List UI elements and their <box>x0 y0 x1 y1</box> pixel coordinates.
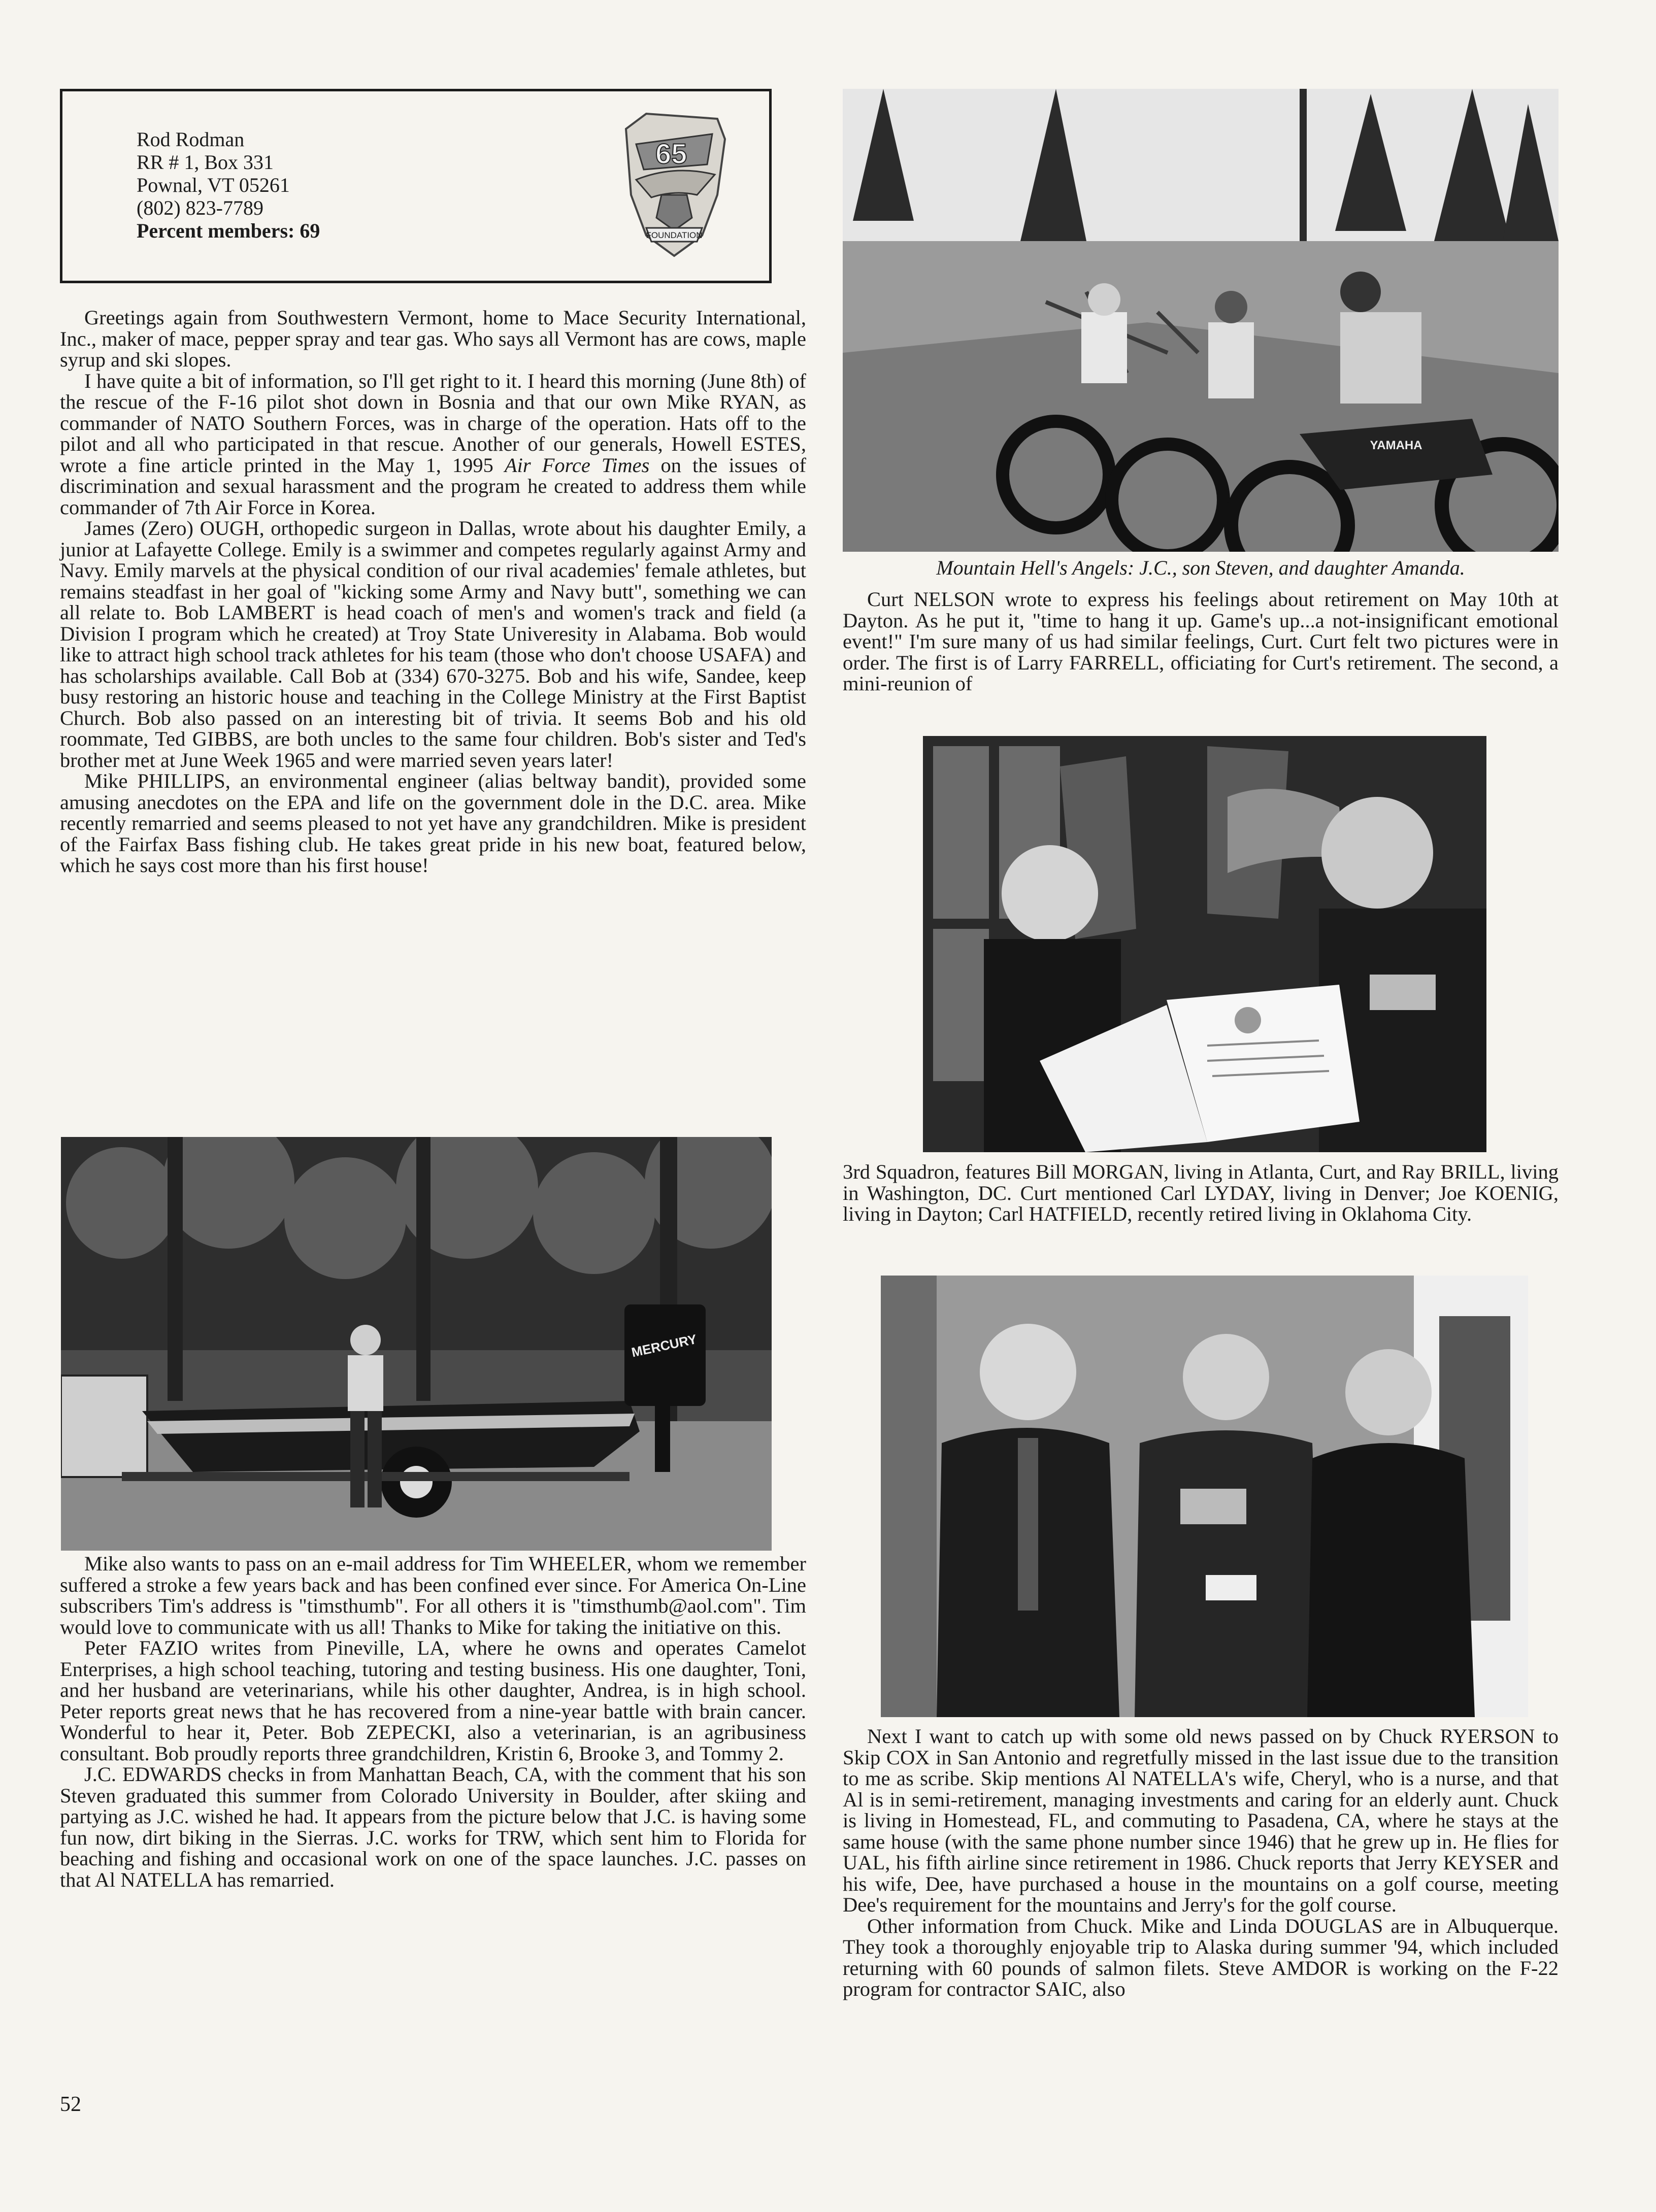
para-nelson: Curt NELSON wrote to express his feelings about retirement on May 10th at Dayton. As he put it, "time to hang it up. Game's up...a not-insignificant emotional event!" I'm sure many of us had similar feelings, Curt. Curt felt two pictures were in order. The first is of Larry FARRELL, officiating for Curt's retirement. The second, a mini-reunion of <box>843 588 1559 695</box>
eagle-crest-emblem <box>616 109 733 261</box>
right-column-nelson <box>843 589 1559 694</box>
motorbike-caption: Mountain Hell's Angels: J.C., son Steven, and daughter Amanda. <box>936 556 1465 579</box>
para-squadron: 3rd Squadron, features Bill MORGAN, living in Atlanta, Curt, and Ray BRILL, living in Washington, DC. Curt mentioned Carl LYDAY, living in Denver; Joe KOENIG, living in Dayton; Carl HATFIELD, recently retired living in Oklahoma City. <box>843 1160 1559 1225</box>
para-fazio: Peter FAZIO writes from Pineville, LA, where he owns and operates Camelot Enterprises, a high school teaching, tutoring and testing business. His one daughter, Toni, and her husband are veterinarians, while his other daughter, Andrea, is in high school. Peter reports great news that he has recovered from a nine-year battle with brain cancer. Wonderful to hear it, Peter. Bob ZEPECKI, also a veterinarian, is an agribusiness consultant. Bob proudly reports three grandchildren, Kristin 6, Brooke 3, and Tommy 2. <box>60 1636 806 1765</box>
page-number: 52 <box>60 2093 81 2116</box>
motorbike-label: YAMAHA <box>1370 439 1422 452</box>
outboard-label: MERCURY <box>630 1331 699 1360</box>
para-edwards: J.C. EDWARDS checks in from Manhattan Beach, CA, with the comment that his son Steven graduated this summer from Colorado University in Boulder, after skiing and partying as J.C. wished he had. It appears from the picture below that J.C. is having some fun now, dirt biking in the Sierras. J.C. works for TRW, which sent him to Florida for beaching and fishing and occasional work on one of the space launches. J.C. passes on that Al NATELLA has remarried. <box>60 1763 806 1891</box>
para-phillips: Mike PHILLIPS, an environmental engineer (alias beltway bandit), provided some amusing anecdotes on the EPA and life on the government dole in the D.C. area. Mike recently remarried and seems pleased to not yet have any grandchildren. Mike is president of the Fairfax Bass fishing club. He takes great pride in his new boat, featured below, which he says cost more than his first house! <box>60 769 806 877</box>
motorbike-photo <box>843 89 1559 552</box>
emblem-text: FOUNDATION <box>646 230 703 240</box>
para-ough: James (Zero) OUGH, orthopedic surgeon in Dallas, wrote about his daughter Emily, a junior at Lafayette College. Emily is a swimmer and competes regularly against Army and Navy. Emily marvels at the physical condition of our rival academies' female athletes, but remains steadfast in her goal of "kicking some Army and Navy butt", something we can all relate to. Bob LAMBERT is head coach of men's and women's track and field (a Division I program which he created) at Troy State Univeresity in Alabama. Bob would like to attract high school track athletes for his team (those who don't choose USAFA) and has scholarships available. Call Bob at (334) 670-3275. Bob and his wife, Sandee, keep busy restoring an historic house and teaching in the College Ministry at the First Baptist Church. Bob also passed on an interesting bit of trivia. It seems Bob and his old roommate, Ted GIBBS, are both uncles to the same four children. Bob's sister and Ted's brother met at June Week 1965 and were married seven years later! <box>60 517 806 772</box>
para-greetings: Greetings again from Southwestern Vermont, home to Mace Security International, Inc., maker of mace, pepper spray and tear gas. Who says all Vermont has are cows, maple syrup and ski slopes. <box>60 306 806 371</box>
address-lines <box>137 128 320 242</box>
percent-members: Percent members: 69 <box>137 219 320 242</box>
emblem-number: 65 <box>655 138 687 170</box>
right-column-bottom <box>843 1726 1559 2000</box>
left-column-bottom <box>60 1553 806 1890</box>
phone-number: (802) 823-7789 <box>137 196 263 219</box>
address-box <box>60 89 772 283</box>
address-line-1: RR # 1, Box 331 <box>137 151 274 174</box>
left-column-top <box>60 307 806 876</box>
right-column-squadron <box>843 1161 1559 1225</box>
scribe-name: Rod Rodman <box>137 128 245 151</box>
para-douglas: Other information from Chuck. Mike and Linda DOUGLAS are in Albuquerque. They took a thoroughly enjoyable trip to Alaska during summer '94, which included returning with 60 pounds of salmon filets. Steve AMDOR is working on the F-22 program for contractor SAIC, also <box>843 1914 1559 2000</box>
para-ryerson: Next I want to catch up with some old news passed on by Chuck RYERSON to Skip COX in San Antonio and regretfully missed in the last issue due to the transition to me as scribe. Skip mentions Al NATELLA's wife, Cheryl, who is a nurse, and that Al is in semi-retirement, managing investments and caring for an elderly aunt. Chuck is living in Homestead, FL, and commuting to Pasadena, CA, where he stays at the same house (with the same phone number since 1946) that he grew up in. He flies for UAL, his fifth airline since retirement in 1986. Chuck reports that Jerry KEYSER and his wife, Dee, have purchased a house in the mountains on a golf course, meeting Dee's requirement for the mountains and Jerry's for the golf course. <box>843 1725 1559 1916</box>
boat-photo <box>61 1137 772 1551</box>
para-rescue: I have quite a bit of information, so I'll get right to it. I heard this morning (June 8th) of the rescue of the F-16 pilot shot down in Bosnia and that our own Mike RYAN, as commander of NATO Southern Forces, was in charge of the operation. Hats off to the pilot and all who participated in that rescue. Another of our generals, Howell ESTES, wrote a fine article printed in the May 1, 1995 Air Force Times on the issues of discrimination and sexual harassment and the program he created to address them while commander of 7th Air Force in Korea. <box>60 369 806 519</box>
reunion-photo <box>881 1276 1528 1717</box>
para-wheeler: Mike also wants to pass on an e-mail address for Tim WHEELER, whom we remember suffered a stroke a few years back and has been confined ever since. For America On-Line subscribers Tim's address is "timsthumb". For all others it is "timsthumb@aol.com". Tim would love to communicate with us all! Thanks to Mike for taking the initiative on this. <box>60 1552 806 1638</box>
address-line-2: Pownal, VT 05261 <box>137 174 290 196</box>
certificate-photo <box>923 736 1486 1152</box>
